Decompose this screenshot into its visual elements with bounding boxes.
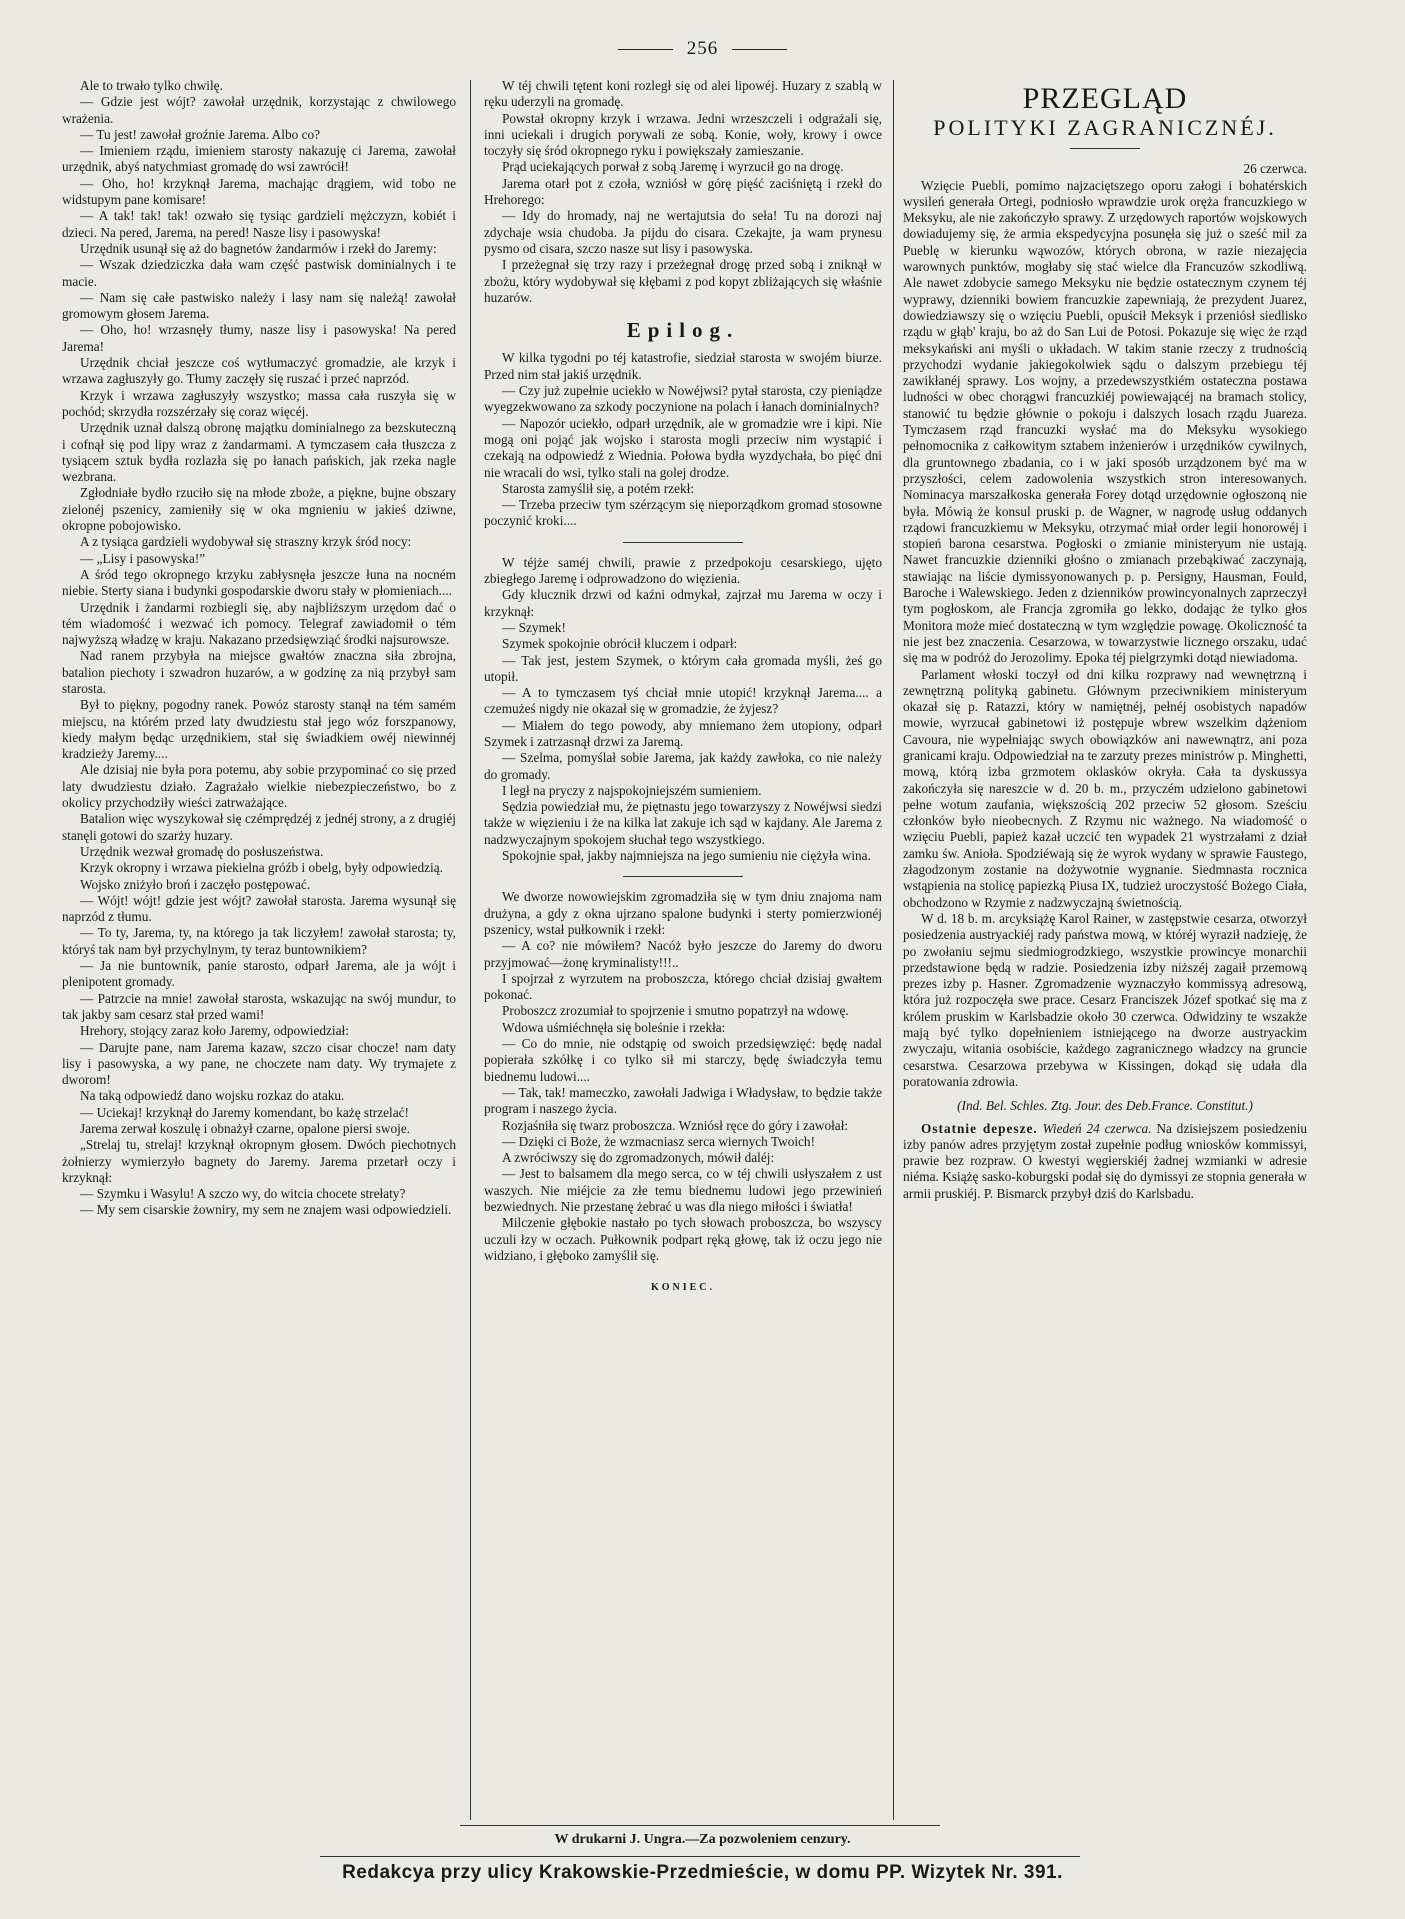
- report-date: 26 czerwca.: [1243, 161, 1307, 177]
- story-paragraph: Krzyk i wrzawa zagłuszyły wszystko; massa cała ruszyła się w pochód; skrzydła rozszérzały się coraz więcéj.: [62, 387, 456, 419]
- story-paragraph: Wojsko zniżyło broń i zaczęło postępować.: [80, 876, 311, 892]
- story-paragraph: Batalion więc wyszykował się czémprędzéj z jednéj strony, a z drugiéj stanęli gotowi do szarży huzary.: [62, 811, 456, 843]
- story-paragraph: Był to piękny, pogodny ranek. Powóz starosty stanął na tém samém miejscu, na którém przed laty dwudziestu stał jego wóz forszpanowy, kiedy małym będąc urzędnikiem, stał się świadkiem owéj niewinnéj kradzieży Jaremy....: [62, 697, 456, 762]
- story-paragraph: — Oho, ho! wrzasnęły tłumy, nasze lisy i pasowyska! Na pered Jarema!: [62, 322, 456, 354]
- editorial-address: Redakcya przy ulicy Krakowskie-Przedmieście, w domu PP. Wizytek Nr. 391.: [342, 1862, 1063, 1883]
- story-paragraph: — Miałem do tego powody, aby mniemano żem utopiony, odparł Szymek i zatrzasnął drzwi za Jaremą.: [484, 717, 882, 749]
- story-paragraph: — Idy do hromady, naj ne wertajutsia do seła! Tu na dorozi naj zdychaje wsia chudoba. Ja pijdu do cisara. Czekajte, ja wam prynesu pysmo od cisara, szczo nasze sut lisy i pasowyska.: [484, 208, 882, 256]
- story-paragraph: A zwróciwszy się do zgromadzonych, mówił daléj:: [502, 1150, 775, 1166]
- story-paragraph: — „Lisy i pasowyska!”: [80, 550, 206, 566]
- story-paragraph: — Tu jest! zawołał groźnie Jarema. Albo co?: [80, 126, 321, 142]
- section-subtitle: POLITYKI ZAGRANICZNÉJ.: [933, 115, 1277, 140]
- story-paragraph: — Darujte pane, nam Jarema kazaw, szczo cisar chocze! nam daty lisy i pasowyska, a wy pane, ne choczete nam daty. Wy trymajete z dworom!: [62, 1039, 456, 1088]
- story-paragraph: — Gdzie jest wójt? zawołał urzędnik, korzystając z chwilowego wrażenia.: [62, 94, 456, 126]
- column-divider-left: [470, 80, 471, 1820]
- story-paragraph: Urzędnik chciał jeszcze coś wytłumaczyć gromadzie, ale krzyk i wrzawa zagłuszyły go. Tłumy zaczęły się ruszać i przeć naprzód.: [62, 355, 456, 387]
- story-paragraph: — Ja nie buntownik, panie starosto, odparł Jarema, ale ja wójt i plenipotent gromady.: [62, 958, 456, 990]
- story-paragraph: Powstał okropny krzyk i wrzawa. Jedni wrzeszczeli i odgrażali się, inni uciekali i drugich porywali ze sobą. Konie, woły, krowy i owce toczyły się śród okropnego ryku i powiększały zamieszanie.: [484, 110, 882, 159]
- story-paragraph: A śród tego okropnego krzyku zabłysnęła jeszcze łuna na nocném niebie. Sterty siana i budynki gospodarskie dworu stały w płomieniach....: [62, 566, 456, 599]
- dispatch-city: Wiedeń 24 czerwca.: [1042, 1120, 1152, 1136]
- story-paragraph: Spokojnie spał, jakby najmniejsza na jego sumieniu nie ciężyła wina.: [502, 848, 871, 864]
- story-paragraph: — Patrzcie na mnie! zawołał starosta, wskazując na swój mundur, to tak jakby sam cesarz stał przed wami!: [62, 990, 456, 1022]
- story-paragraph: Proboszcz zrozumiał to spojrzenie i smutno popatrzył na wdowę.: [502, 1003, 849, 1019]
- end-label: KONIEC.: [650, 1282, 716, 1294]
- section-rule: [623, 542, 743, 543]
- dispatch-paragraph: [903, 1121, 1307, 1202]
- section-title: PRZEGLĄD: [1022, 82, 1188, 115]
- page-number-dash-right: [732, 49, 787, 50]
- story-paragraph: Szymek spokojnie obrócił kluczem i odparł:: [502, 636, 738, 652]
- story-paragraph: Urzędnik uznał dalszą obronę majątku dominialnego za bezskuteczną i cofnął się pod lipy wraz z żandarmami. A tymczasem cała tłuszcza z tysiącem sztuk bydła rozlazła się po łanach pańskich, jak rzeka nagle wezbrana.: [62, 420, 456, 485]
- story-paragraph: — Wójt! wójt! gdzie jest wójt? zawołał starosta. Jarema wysunął się naprzód z tłumu.: [62, 892, 456, 925]
- title-rule: [1070, 148, 1140, 149]
- story-paragraph: Hrehory, stojący zaraz koło Jaremy, odpowiedział:: [80, 1023, 349, 1039]
- story-paragraph: Wdowa uśmiéchnęła się boleśnie i rzekła:: [502, 1019, 726, 1035]
- news-paragraph: Wzięcie Puebli, pomimo najzaciętszego oporu załogi i bohatérskich wysileń generała Ortegi, podniosło wprawdzie urok oręża francuzkiego w Meksyku, ale nie zakończyło sprawy. Z urzędowych raportów wojskowych dowiadujemy się, że armia ekspedycyjna posunęła się już o sześć mil za Pueblę w kierunku wąwozów, których obrona, w razie niezajęcia warownych punktów, mogłaby się stać wielce dla Francuzów szkodliwą. Ale nawet zdobycie samego Meksyku nie będzie ostatecznym czynem téj wyprawy, dzienniki bowiem francuzkie zapewniają, że prezydent Juarez, dowiedziawszy się o wzięciu Puebli, opuścił Meksyk i przeniósł siedlisko rządu w głąb' kraju, bo aż do San Lui de Potosi. Pokazuje się więc że rząd meksykański ani myśli o układach. W takim stanie rzeczy z trudnością przychodzi wydanie jakiegokolwiek sądu o dalszym przebiegu téj zawikłanéj sprawy. Los wojny, a przedewszystkiém ostateczna postawa ludności w obec chorągwi francuzkiéj powiewającéj na bramach stolicy, stanowić tu będzie głównie o pokoju i dalszych losach rządu Juareza. Tymczasem rząd francuzki wysłać ma do Meksyku wysokiego pełnomocnika z całkowitym sztabem inżenierów i urzędników cywilnych, dla gruntownego zbadania, co i w jaki sposób urządzonem być ma w przyszłości, celem zadowolenia wszystkich stron interesowanych. Nominacya marszałkoska generała Forey dotąd urzędownie ogłoszoną nie była. Mówią że konsul pruski p. de Wagner, w nagrodę usług oddanych rządowi francuzkiemu w Meksyku, otrzymać miał order legii honorowéj i stopień barona cesarstwa. Pogłoski o zmianie ministeryum nie ustają. Nawet francuzkie dzienniki głośno o zmianach przebąkiwać zaczynają, stawiając na liście dymissyonowanych p. p. Persigny, Hausman, Fould, Baroche i Walewskiego. Jeden z dzienników prowincyonalnych zaprzeczył tym pogłoskom, ale Francja zgromiła go lekko, dodając że tylko głos Monitora może mieć dostateczną w tym względzie powagę. Okoliczność ta nie jest bez znaczenia. Cesarzowa, w towarzystwie licznego orszaku, udać się ma w podróż do Jerozolimy. Epoka téj pielgrzymki dotąd niewiadoma.: [903, 177, 1307, 666]
- story-paragraph: — Trzeba przeciw tym szérzącym się nieporządkom gromad stosowne poczynić kroki....: [484, 497, 882, 529]
- story-paragraph: — Czy już zupełnie uciekło w Nowéjwsi? pytał starosta, czy pieniądze wyegzekwowano za szkody poczynione na polach i łanach dominialnych?: [484, 383, 882, 415]
- story-paragraph: Starosta zamyślił się, a potém rzekł:: [502, 480, 695, 496]
- story-paragraph: Urzędnik usunął się aż do bagnetów żandarmów i rzekł do Jaremy:: [80, 240, 437, 256]
- page-number-text: 256: [686, 38, 719, 59]
- story-paragraph: I legł na pryczy z najspokojniejszém sumieniem.: [502, 782, 762, 798]
- story-paragraph: — Nam się całe pastwisko należy i lasy nam się należą! zawołał gromowym głosem Jarema.: [62, 289, 456, 322]
- news-paragraph: W d. 18 b. m. arcyksiążę Karol Rainer, w zastępstwie cesarza, otworzył posiedzenia austryackiéj rady państwa mową, w któréj wyraził nadzieję, że po zwołaniu sejmu siedmiogrodzkiego, wszystkie prowincye monarchii przedstawione będą w radzie. Posiedzenia izby niższéj zagaił przemową prezes izby p. Hasner. Zgromadzenie wyznaczyło kommissyą adresową, która już rozpoczęła swe prace. Cesarz Franciszek Józef spotkać się ma z królem pruskim w Karlsbadzie około 30 czerwca. Odwidziny te wszakże mają być tylko dopełnieniem istniejącego na dworze austryackim zwyczaju, witania osobiście, każdego zagranicznego władzcy na gruncie cesarstwa. Cesarzowa przebywa w Kissingen, dokąd się udała dla poratowania zdrowia.: [903, 910, 1307, 1089]
- story-paragraph: Urzędnik wezwał gromadę do posłuszeństwa.: [80, 843, 324, 859]
- column-foreign-politics: [903, 78, 1307, 1818]
- story-paragraph: Sędzia powiedział mu, że piętnastu jego towarzyszy z Nowéjwsi siedzi także w więzieniu i że na kilka lat zakuje ich sąd w kajdany. Ale Jarema z nadzwyczajnym spokojem słuchał tego wszystkiego.: [484, 799, 882, 847]
- story-paragraph: Zgłodniałe bydło rzuciło się na młode zboże, a piękne, bujne obszary zielonéj pszenicy, zamieniły się w oka mgnieniu w jakieś dziwne, okropne pobojowisko.: [62, 485, 456, 534]
- story-paragraph: — Napozór uciekło, odparł urzędnik, ale w gromadzie wre i kipi. Nie mogą oni pojąć jak wojsko i starosta mogli przeciw nim wystąpić i czekają na odpowiedź z Wiednia. Połowa bydła wyzdychała, bo pięć dni nie wracali do wsi, tylko stali na golej drodze.: [484, 415, 882, 480]
- story-paragraph: — Jest to balsamem dla mego serca, co w téj chwili usłyszałem z ust waszych. Nie miéjcie za złe temu biednemu ludowi jego przewinień bezwiednych. Nie przestanę żebrać u was dla niego miłości i światła!: [484, 1166, 882, 1214]
- story-paragraph: We dworze nowowiejskim zgromadziła się w tym dniu znajoma nam drużyna, a gdy z okna ujrzano spalone budynki i sterty pomierzwionéj pszenicy, wstał pułkownik i rzekł:: [484, 889, 882, 937]
- footer-rule: [320, 1856, 1080, 1857]
- printer-imprint: W drukarni J. Ungra.—Za pozwoleniem cenzury.: [554, 1832, 851, 1847]
- story-paragraph: Nad ranem przybyła na miejsce gwałtów znaczna siła zbrojna, batalion piechoty i szwadron huzarów, a w godzinę za nią przybył sam starosta.: [62, 648, 456, 696]
- story-paragraph: Urzędnik i żandarmi rozbiegli się, aby najbliższym urzędom dać o tém wiadomość i wezwać ich pomocy. Telegraf zawiadomił o tém najwyższą władzę w kraju. Nakazano przedsięwziąć środki najsurowsze.: [62, 599, 456, 648]
- page-number-dash-left: [618, 49, 673, 50]
- story-paragraph: — My sem cisarskie żowniry, my sem ne znajem wasi odpowiedzieli.: [80, 1202, 452, 1218]
- page-number: [0, 38, 1405, 60]
- foreign-news-body: [903, 178, 1307, 1091]
- story-paragraph: Ale dzisiaj nie była pora potemu, aby sobie przypominać co się przed laty dwudziestu działo. Zagrażało wielkie niebezpieczeństwo, bo z okolicy przychodziły wieści zatrważające.: [62, 762, 456, 811]
- story-paragraph: — To ty, Jarema, ty, na którego ja tak liczyłem! zawołał starosta; ty, któryś tak nam był przychylnym, ty teraz buntownikiem?: [62, 925, 456, 957]
- story-paragraph: Krzyk okropny i wrzawa piekielna gróźb i obelg, były odpowiedzią.: [80, 860, 443, 876]
- story-paragraph: — Tak, tak! mameczko, zawołali Jadwiga i Władysław, to będzie także program i naszego życia.: [484, 1084, 882, 1117]
- epilog-section-manor: [484, 889, 882, 1264]
- column-story-part1: [62, 78, 456, 1818]
- column-divider-right: [893, 80, 894, 1820]
- story-paragraph: Prąd uciekających porwał z sobą Jaremę i wyrzucił go na drogę.: [502, 159, 844, 175]
- epilog-section-office: [484, 350, 882, 529]
- story-paragraph: Rozjaśniła się twarz proboszcza. Wzniósł ręce do góry i zawołał:: [502, 1117, 849, 1133]
- story-paragraph: — Tak jest, jestem Szymek, o którym cała gromada myśli, żeś go utopił.: [484, 652, 882, 684]
- section-rule: [623, 876, 743, 877]
- epilog-section-prison: [484, 555, 882, 865]
- dispatch-text: Na dzisiejszem posiedzeniu izby panów adres przyjętym został zupełnie podług wniosków kommissyi, prawie bez rozpraw. O kwestyi węgierskiéj żadnej wzmianki w adresie niéma. Książę sasko-koburgski podał się do dymissyi ze stopnia generała w armii pruskiéj. P. Bismarck przybył dziś do Karlsbadu.: [903, 1120, 1307, 1201]
- story-paragraph: — A tak! tak! tak! ozwało się tysiąc gardzieli mężczyzn, kobiét i dzieci. Na pered, Jarema, na pered! Nasze lisy i pasowyska!: [62, 208, 456, 240]
- story-paragraph: Ale to trwało tylko chwilę.: [80, 78, 223, 93]
- story-paragraph: — Oho, ho! krzyknął Jarema, machając drągiem, wid tobo ne widstupym pane komisare!: [62, 175, 456, 208]
- story-paragraph: Jarema zerwał koszulę i obnażył czarne, opalone piersi swoje.: [80, 1121, 411, 1136]
- story-paragraph: — Szymku i Wasylu! A szczo wy, do witcia chocete strełaty?: [80, 1186, 406, 1202]
- imprint-rule: [460, 1825, 940, 1826]
- story-paragraph: W téj chwili tętent koni rozległ się od alei lipowéj. Huzary z szablą w ręku uderzyli na gromadę.: [484, 78, 882, 110]
- story-ending-section: [484, 78, 882, 306]
- story-paragraph: — Szymek!: [502, 619, 566, 635]
- story-paragraph: Jarema otarł pot z czoła, wzniósł w górę pięść zaciśniętą i rzekł do Hrehorego:: [484, 175, 882, 208]
- story-paragraph: — Dzięki ci Boże, że wzmacniasz serca wiernych Twoich!: [502, 1133, 816, 1149]
- story-paragraph: — Uciekaj! krzyknął do Jaremy komendant, bo każę strzelać!: [80, 1104, 409, 1120]
- story-paragraph: „Strelaj tu, strelaj! krzyknął okropnym głosem. Dwóch piechotnych żołnierzy wymierzyło bagnety do Jaremy. Jarema przetarł oczy i krzyknął:: [62, 1137, 456, 1185]
- story-paragraph: — Szelma, pomyślał sobie Jarema, jak każdy zawłoka, co nie należy do gromady.: [484, 750, 882, 782]
- dispatch-lead: Ostatnie depesze.: [921, 1120, 1038, 1136]
- epilog-heading: Epilog.: [626, 318, 740, 343]
- story-paragraph: — Co do mnie, nie odstąpię od swoich przedsięwzięć: będę nadal popierała szkółkę i co tylko sił mi starczy, będę świadczyła temu biednemu ludowi....: [484, 1036, 882, 1084]
- story-paragraph: — Wszak dziedziczka dała wam część pastwisk dominialnych i te macie.: [62, 257, 456, 289]
- news-paragraph: Parlament włoski toczył od dni kilku rozprawy nad wewnętrzną i zewnętrzną polityką gabinetu. Głównym przeciwnikiem ministeryum okazał się p. Ratazzi, który w namiętnéj, pełnéj osobistych napadów mowie, wyrzucał gabinetowi iż postępuje wbrew wszelkim dążeniom Cavoura, nie wypełniając swych obowiązków ani nawewnątrz, ani poza granicami kraju. Odpowiedział na te zarzuty prezes ministrów p. Minghetti, mową, którą izba grzmotem oklasków okryła. Cała ta dyskussya zakończyła się nareszcie w d. 20 b. m., przyczém udzielono gabinetowi pełne wotum zaufania, większością 202 przeciw 52 głosom. Sześciu członków było nieobecnych. Z Rzymu nic ważnego. Na wiadomość o wzięciu Puebli, papież kazał uczcić ten wypadek 21 wystrzałami z dział zamku św. Anioła. Spodziéwają się że wyrok wydany w sprawie Faustego, złagodzonym zostanie na dożywotnie wygnanie. Siedmnasta rocznica wstąpienia na stolicę papiezką Piusa IX, tudzież uroczystość Bożego Ciała, obchodzono w Rzymie z nadzwyczajną świetnością.: [903, 666, 1307, 910]
- story-paragraph: Milczenie głębokie nastało po tych słowach proboszcza, bo wszyscy uczuli łzy w oczach. Pułkownik podpart ręką głowę, tak iż oczu jego nie widziano, i głęboko zamyślił się.: [484, 1215, 882, 1263]
- news-sources: (Ind. Bel. Schles. Ztg. Jour. des Deb.France. Constitut.): [957, 1098, 1253, 1114]
- story-paragraph: Gdy klucznik drzwi od kaźni odmykał, zajrzał mu Jarema w oczy i krzyknął:: [484, 587, 882, 619]
- story-paragraph: — A co? nie mówiłem? Nacóż było jeszcze do Jaremy do dworu przyjmować—żonę kryminalisty!!!..: [484, 938, 882, 970]
- story-paragraph: I przeżegnał się trzy razy i przeżegnał drogę przed sobą i zniknął w zbożu, który wydobywał się kłębami z pod kopyt zbliżających się właśnie huzarów.: [484, 257, 882, 305]
- story-paragraph: A z tysiąca gardzieli wydobywał się straszny krzyk śród nocy:: [80, 534, 412, 550]
- story-paragraph: Na taką odpowiedź dano wojsku rozkaz do ataku.: [80, 1088, 345, 1104]
- story-paragraph: — A to tymczasem tyś chciał mnie utopić! krzyknął Jarema.... a czemużeś nigdy nie okazał się w gromadzie, że żyjesz?: [484, 685, 882, 717]
- story-paragraph: I spojrzał z wyrzutem na proboszcza, którego chciał dzisiaj gwałtem pokonać.: [484, 970, 882, 1003]
- story-paragraph: W kilka tygodni po téj katastrofie, siedział starosta w swojém biurze. Przed nim stał jakiś urzędnik.: [484, 350, 882, 382]
- column-story-part2: [484, 78, 882, 1814]
- story-paragraph: W téjże saméj chwili, prawie z przedpokoju cesarskiego, ujęto zbiegłego Jaremę i odprowadzono do więzienia.: [484, 554, 882, 587]
- story-paragraph: — Imieniem rządu, imieniem starosty nakazuję ci Jarema, zawołał urzędnik, abyś natychmiast gromadę do wsi zawrócił!: [62, 143, 456, 175]
